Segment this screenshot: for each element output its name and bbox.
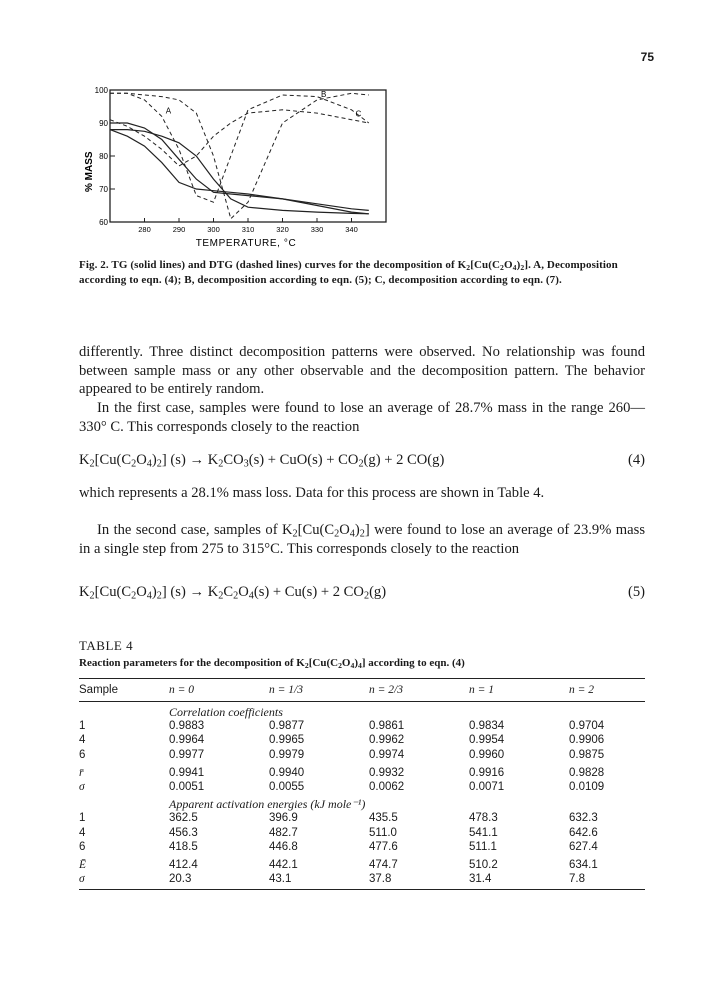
- table-cell: 642.6: [569, 826, 598, 839]
- paragraph-4: In the second case, samples of $K_2[Cu(C_2O_4)_2]$ were found to lose an average of 23.9% mass in a single step from 275 to 315°C. This corresponds closely to the reaction: [79, 522, 645, 557]
- table-cell: 0.0062: [369, 781, 405, 794]
- equation-5-body: $K_2[Cu(C_2O_4)_2] (s) \to K_2C_2O_4(s) + Cu(s) + 2$ $CO_2(g)$: [79, 584, 387, 602]
- y-tick-label: 100: [94, 86, 108, 95]
- section-correlation-coefficients: [79, 702, 645, 720]
- table-cell: 362.5: [169, 812, 198, 825]
- x-axis-label: TEMPERATURE, °C: [195, 238, 297, 249]
- table-cell: 0.0051: [169, 781, 205, 794]
- table-cell: 0.9954: [469, 734, 505, 747]
- table-summary-row: [79, 854, 645, 872]
- curve-label-a: A: [165, 106, 172, 116]
- table-cell: 0.9940: [269, 766, 305, 779]
- table-cell: 446.8: [269, 840, 298, 853]
- figure-caption-text: TG (solid lines) and DTG (dashed lines) curves for the decomposition of $K_2[Cu(C_2O_4)_2]$. A, Decomposition according to eqn. (4); B, decomposition according to eqn. (5); C, decomposition according to eqn. (7).: [79, 259, 618, 286]
- y-tick-label: 80: [99, 152, 108, 161]
- table-row: [79, 826, 645, 840]
- figure-caption-label: Fig. 2.: [79, 259, 109, 271]
- table-cell: 482.7: [269, 826, 298, 839]
- table-cell: 0.9704: [569, 720, 605, 733]
- table-cell: 31.4: [469, 872, 569, 890]
- table-cell: 0.0109: [569, 781, 605, 794]
- table-cell: 0.9960: [469, 748, 505, 761]
- x-tick-label: 280: [138, 225, 151, 234]
- table-cell: 627.4: [569, 840, 598, 853]
- y-tick-label: 90: [99, 119, 108, 128]
- table-cell: 37.8: [369, 872, 469, 890]
- table-cell: 0.9906: [569, 734, 605, 747]
- curve-label-c: C: [355, 109, 362, 119]
- table-cell: 435.5: [369, 812, 398, 825]
- equation-4-body: $K_2[Cu(C_2O_4)_2] (s) \to K_2CO_3(s) + CuO(s) + CO_2(g) + 2$ CO(g): [79, 452, 445, 470]
- table-cell: 474.7: [369, 859, 398, 872]
- table-cell: 0.9974: [369, 748, 405, 761]
- row-label: σ: [79, 872, 169, 890]
- series-c-solid: [110, 130, 369, 211]
- y-tick-label: 60: [99, 218, 108, 227]
- x-tick-label: 320: [276, 225, 289, 234]
- table-row: [79, 719, 645, 733]
- section-title: Correlation coefficients: [169, 705, 283, 719]
- curve-labels: [166, 90, 362, 119]
- table-cell: 0.9834: [469, 720, 505, 733]
- row-label: σ: [79, 781, 85, 794]
- paragraph-1: differently. Three distinct decomposition patterns were observed. No relationship was found between sample mass or any other observable and the decomposition pattern. The behavior appeared to be entirely random.: [79, 344, 645, 398]
- table-cell: 0.9965: [269, 734, 305, 747]
- table-cell: 396.9: [269, 812, 298, 825]
- table-cell: 0.9828: [569, 766, 605, 779]
- section-title: Apparent activation energies (kJ mole⁻¹): [169, 797, 366, 812]
- table-cell: 456.3: [169, 826, 198, 839]
- page-number: 75: [640, 50, 654, 64]
- table-cell: 43.1: [269, 872, 369, 890]
- x-tick-label: 330: [310, 225, 324, 234]
- table-cell: 418.5: [169, 840, 198, 853]
- paragraph-3: which represents a 28.1% mass loss. Data for this process are shown in Table 4.: [79, 485, 545, 501]
- table-cell: 0.9861: [369, 720, 405, 733]
- paragraph-2: In the first case, samples were found to lose an average of 28.7% mass in the range 260—330° C. This corresponds closely to the reaction: [79, 400, 645, 435]
- table-cell: 511.0: [369, 826, 397, 839]
- section-activation-energies: [79, 794, 645, 811]
- header-n1: n = 1: [469, 679, 569, 702]
- table-cell: 511.1: [469, 840, 497, 853]
- series-a-solid: [110, 123, 369, 214]
- series-b-solid: [110, 130, 369, 214]
- table-row: [79, 840, 645, 854]
- table-cell: 7.8: [569, 872, 645, 890]
- row-label: 6: [79, 748, 86, 761]
- row-label: 6: [79, 840, 86, 853]
- equation-5-number: (5): [627, 584, 645, 600]
- table-cell: 0.9932: [369, 766, 405, 779]
- table-caption: Reaction parameters for the decomposition of $K_2[Cu(C_2O_4)_4]$ according to eqn. (4): [79, 657, 465, 670]
- table-cell: 0.9941: [169, 766, 205, 779]
- table-cell: 0.9875: [569, 748, 605, 761]
- equation-4-number: (4): [627, 452, 645, 468]
- y-axis-label: % MASS: [84, 151, 95, 192]
- header-n13: n = 1/3: [269, 679, 369, 702]
- series-c-dashed: [110, 110, 369, 166]
- table-cell: 0.9916: [469, 766, 505, 779]
- series-b-dashed: [110, 93, 369, 218]
- equation-4: [79, 452, 645, 472]
- table-cell: 0.9883: [169, 720, 205, 733]
- x-tick-label: 340: [345, 225, 358, 234]
- table-cell: 632.3: [569, 812, 598, 825]
- equation-5: [79, 584, 645, 604]
- header-n0: n = 0: [169, 679, 269, 702]
- table-summary-row: [79, 762, 645, 780]
- table-cell: 0.9979: [269, 748, 305, 761]
- table-cell: 634.1: [569, 859, 598, 872]
- table-cell: 0.0071: [469, 781, 505, 794]
- table-label: TABLE 4: [79, 638, 134, 653]
- x-tick-label: 310: [241, 225, 255, 234]
- row-label: 4: [79, 826, 86, 839]
- table-cell: 442.1: [269, 859, 298, 872]
- table-4: [79, 678, 645, 890]
- table-cell: 478.3: [469, 812, 498, 825]
- table-cell: 412.4: [169, 859, 198, 872]
- row-label: 1: [79, 720, 86, 733]
- row-label: r̄: [79, 766, 84, 779]
- table-cell: 0.0055: [269, 781, 305, 794]
- table-cell: 510.2: [469, 859, 498, 872]
- table-cell: 0.9877: [269, 720, 305, 733]
- table-header-row: [79, 679, 645, 702]
- table-summary-row: [79, 780, 645, 794]
- table-row: [79, 748, 645, 762]
- series-a-dashed: [110, 93, 369, 202]
- table-cell: 0.9964: [169, 734, 205, 747]
- table-cell: 0.9977: [169, 748, 205, 761]
- header-n2: n = 2: [569, 679, 645, 702]
- chart-series: [110, 93, 369, 218]
- row-label: 1: [79, 812, 86, 825]
- table-summary-row: [79, 872, 645, 890]
- table-cell: 541.1: [469, 826, 498, 839]
- figure-caption: [79, 258, 645, 287]
- table-row: [79, 733, 645, 747]
- curve-label-b: B: [321, 89, 327, 99]
- header-n23: n = 2/3: [369, 679, 469, 702]
- x-tick-label: 290: [172, 225, 186, 234]
- x-axis-ticks: [138, 218, 358, 234]
- table-row: [79, 811, 645, 825]
- table-cell: 20.3: [169, 872, 269, 890]
- x-tick-label: 300: [207, 225, 220, 234]
- y-axis-ticks: [95, 86, 115, 227]
- y-tick-label: 70: [99, 185, 108, 194]
- tg-dtg-figure: [78, 82, 388, 252]
- header-sample: Sample: [79, 679, 169, 702]
- row-label: 4: [79, 734, 86, 747]
- table-cell: 0.9962: [369, 734, 405, 747]
- row-label: Ē: [79, 859, 87, 872]
- table-cell: 477.6: [369, 840, 398, 853]
